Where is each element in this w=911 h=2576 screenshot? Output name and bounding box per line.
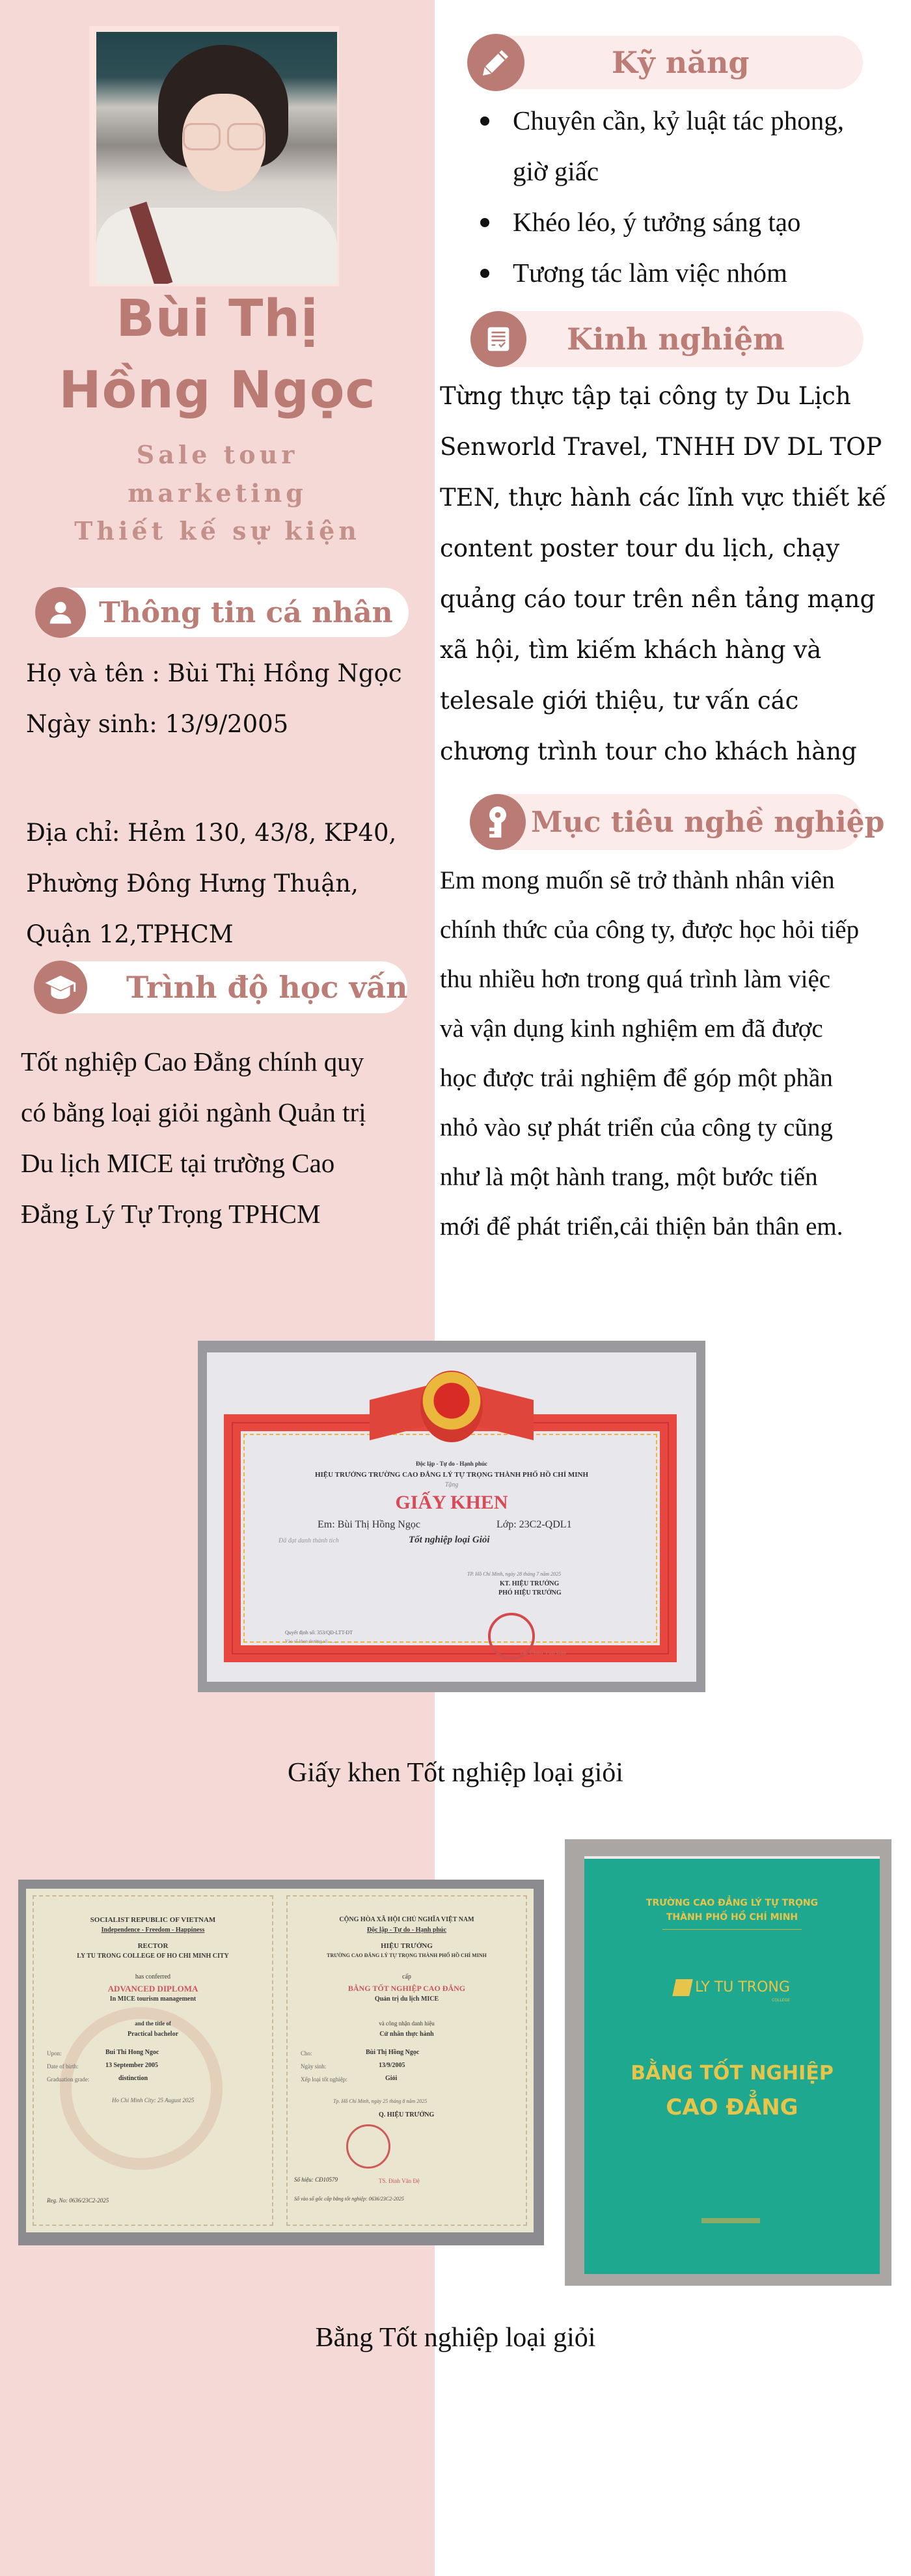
logo-mark-icon	[672, 1979, 693, 1996]
experience-title: Kinh nghiệm	[567, 322, 785, 357]
objective-line-3: thu nhiều hơn trong quá trình làm việc	[440, 965, 831, 993]
skill-item: Khéo léo, ý tưởng sáng tạo	[472, 197, 844, 247]
checklist-icon	[470, 311, 526, 367]
experience-line-1: Từng thực tập tại công ty Du Lịch	[440, 382, 851, 410]
diploma-english-side: SOCIALIST REPUBLIC OF VIETNAM Independence - Freedom - Happiness RECTOR LY TU TRONG COLLEGE OF HO CHI MINH CITY has conferred ADVANCED DIPLOMA In MICE tourism management and the title of Practical bachelor Upon: Bui Thi Hong Ngoc Date of birth: 13 September 2005 Graduation grade: distinction Ho Chi Minh City: 25 August 2025 Reg. No: 0636/23C2-2025	[33, 1895, 273, 2226]
diploma-vietnamese-side: CỘNG HÒA XÃ HỘI CHỦ NGHĨA VIỆT NAM Độc lập - Tự do - Hạnh phúc HIỆU TRƯỞNG TRƯỜNG CAO ĐẲNG LÝ TỰ TRỌNG THÀNH PHỐ HỒ CHÍ MINH cấp BẰNG TỐT NGHIỆP CAO ĐẲNG Quản trị du lịch MICE và công nhận danh hiệu Cử nhân thực hành Cho: Bùi Thị Hồng Ngọc Ngày sinh: 13/9/2005 Xếp loại tốt nghiệp: Giỏi Tp. Hồ Chí Minh, ngày 25 tháng 8 năm 2025 Q. HIỆU TRƯỞNG Số hiệu: CĐ10579 TS. Đinh Văn Đệ Số vào sổ gốc cấp bằng tốt nghiệp: 0636/23C2-2025	[286, 1895, 527, 2226]
experience-heading	[470, 311, 863, 367]
state-emblem-icon	[420, 1371, 483, 1442]
skills-heading	[470, 36, 863, 89]
objective-line-7: như là một hành trang, một bước tiến	[440, 1163, 818, 1191]
skill-item: Tương tác làm việc nhóm	[472, 247, 844, 298]
objective-line-8: mới để phát triển,cải thiện bản thân em.	[440, 1213, 843, 1240]
address-line-1: Địa chỉ: Hẻm 130, 43/8, KP40,	[26, 819, 397, 847]
key-icon	[470, 794, 526, 850]
red-seal	[346, 2124, 390, 2169]
objective-line-5: học được trải nghiệm để góp một phần	[440, 1064, 833, 1092]
address-line-3: Quận 12,TPHCM	[26, 920, 234, 948]
name-line-2: Hồng Ngọc	[59, 361, 376, 420]
education-line-2: có bằng loại giỏi ngành Quản trị	[21, 1097, 366, 1127]
skill-item: Chuyên cần, kỷ luật tác phong,	[472, 95, 844, 146]
objective-heading	[470, 794, 885, 850]
diploma-caption: Bằng Tốt nghiệp loại giỏi	[315, 2323, 596, 2353]
experience-line-8: chương trình tour cho khách hàng	[440, 737, 857, 765]
objective-line-2: chính thức của công ty, được học hỏi tiếp	[440, 916, 860, 944]
education-line-4: Đẳng Lý Tự Trọng TPHCM	[21, 1199, 321, 1229]
experience-line-5: quảng cáo tour trên nền tảng mạng	[440, 585, 876, 613]
objective-line-6: nhỏ vào sự phát triển của công ty cũng	[440, 1114, 833, 1142]
role-1: Sale tour	[136, 440, 299, 469]
education-line-3: Du lịch MICE tại trường Cao	[21, 1148, 335, 1178]
role-2: marketing	[128, 478, 307, 508]
experience-line-4: content poster tour du lịch, chạy	[440, 534, 840, 562]
diploma-cover-image: TRƯỜNG CAO ĐẲNG LÝ TỰ TRỌNG THÀNH PHỐ HỒ CHÍ MINH LY TU TRONG COLLEGE BẰNG TỐT NGHIỆP CAO ĐẲNG	[565, 1839, 891, 2286]
skills-list	[472, 95, 844, 298]
experience-line-6: xã hội, tìm kiếm khách hàng và	[440, 636, 822, 664]
full-name-field: Họ và tên : Bùi Thị Hồng Ngọc	[26, 659, 402, 687]
award-caption: Giấy khen Tốt nghiệp loại giỏi	[288, 1758, 623, 1788]
school-logo: LY TU TRONG	[584, 1979, 880, 1996]
pencil-icon	[467, 34, 524, 91]
objective-line-4: và vận dụng kinh nghiệm em đã được	[440, 1015, 823, 1043]
education-heading	[34, 961, 407, 1013]
objective-title: Mục tiêu nghề nghiệp	[531, 805, 885, 839]
name-line-1: Bùi Thị	[116, 290, 319, 348]
profile-photo	[96, 32, 337, 284]
role-3: Thiết kế sự kiện	[74, 516, 360, 545]
diploma-image	[18, 1880, 544, 2245]
birthday-field: Ngày sinh: 13/9/2005	[26, 710, 289, 738]
education-line-1: Tốt nghiệp Cao Đẳng chính quy	[21, 1047, 364, 1076]
address-line-2: Phường Đông Hưng Thuận,	[26, 870, 359, 897]
personal-info-title: Thông tin cá nhân	[99, 596, 393, 629]
experience-line-3: TEN, thực hành các lĩnh vực thiết kế	[440, 484, 887, 512]
experience-line-2: Senworld Travel, TNHH DV DL TOP	[440, 433, 882, 461]
experience-line-7: telesale giới thiệu, tư vấn các	[440, 687, 799, 715]
award-certificate-image: Độc lập - Tự do - Hạnh phúc HIỆU TRƯỞNG TRƯỜNG CAO ĐẲNG LÝ TỰ TRỌNG THÀNH PHỐ HỒ CHÍ MINH Tặng GIẤY KHEN Em: Bùi Thị Hồng Ngọc Lớp: 23C2-QDL1 Đã đạt danh thành tích Tốt nghiệp loại Giỏi TP. Hồ Chí Minh, ngày 28 tháng 7 năm 2025 KT. HIỆU TRƯỞNG PHÓ HIỆU TRƯỞNG TS. Châu Văn Bảo Quyết định số: 353/QĐ-LTT-ĐT Vào sổ khen thưởng số: ........	[198, 1341, 705, 1692]
objective-line-1: Em mong muốn sẽ trở thành nhân viên	[440, 866, 835, 894]
skill-item-continued: giờ giấc	[513, 156, 599, 186]
graduation-cap-icon	[34, 961, 87, 1014]
personal-info-heading	[35, 588, 409, 637]
skills-title: Kỹ năng	[612, 45, 750, 80]
user-icon	[35, 587, 86, 638]
education-title: Trình độ học vấn	[126, 970, 408, 1005]
